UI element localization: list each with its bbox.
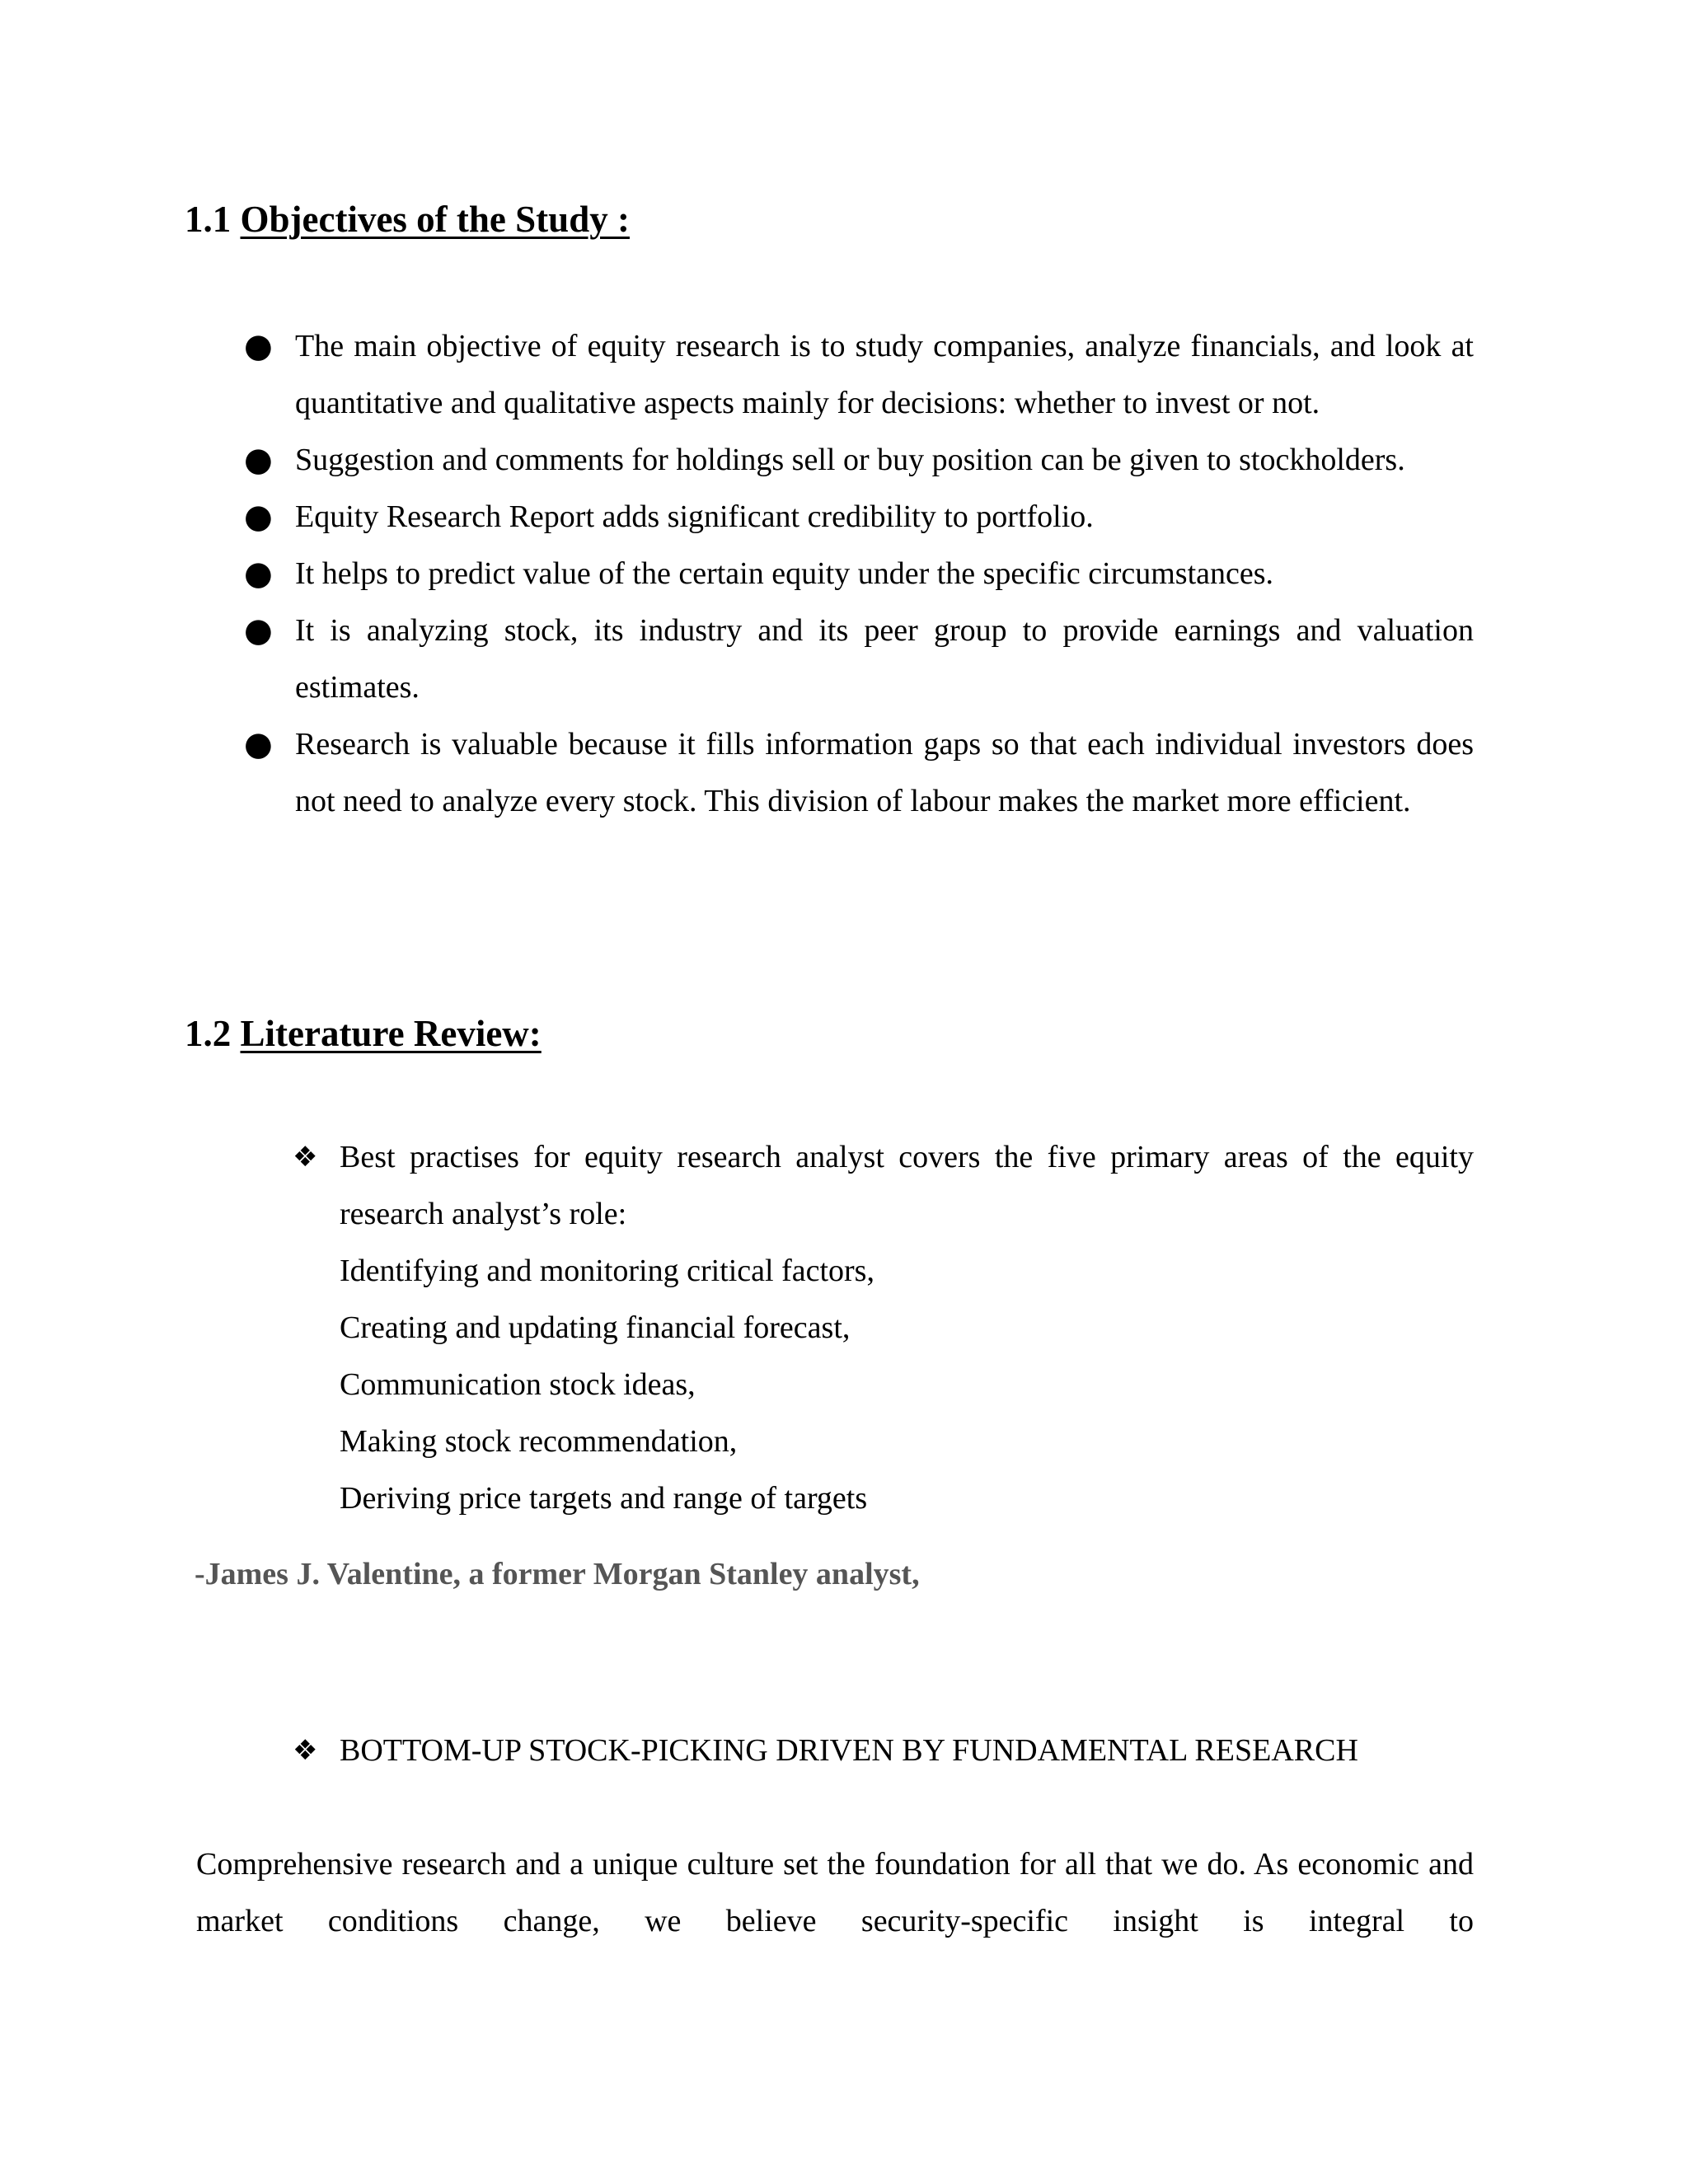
role-line: Creating and updating financial forecast, [340,1310,851,1345]
bullet-dot-icon: ● [244,441,273,479]
quote-attribution: -James J. Valentine, a former Morgan Stanley analyst, [195,1557,920,1591]
section-heading-objectives [185,201,630,238]
literature-item-text: BOTTOM-UP STOCK-PICKING DRIVEN BY FUNDAMENTAL RESEARCH [340,1733,1358,1768]
bullet-dot-icon: ● [244,498,273,536]
bullet-dot-icon: ● [244,725,273,763]
literature-item-text: Best practises for equity research analyst covers the five primary areas of the equity research analyst’s role: [340,1140,1474,1231]
list-item-text: It is analyzing stock, its industry and its peer group to provide earnings and valuation estimates. [295,613,1474,705]
list-item-text: Suggestion and comments for holdings sell or buy position can be given to stockholders. [295,443,1405,477]
list-item-text: The main objective of equity research is to study companies, analyze financials, and look at quantitative and qualitative aspects mainly for decisions: whether to invest or not. [295,329,1474,420]
role-line: Communication stock ideas, [340,1367,696,1402]
bullet-dot-icon: ● [244,612,273,649]
list-item [0,716,1688,830]
body-paragraph: Comprehensive research and a unique culture set the foundation for all that we do. As economic and market conditions change, we believe security-specific insight is integral to [196,1847,1474,1938]
list-item [0,546,1688,602]
list-item [0,602,1688,716]
list-item-text: It helps to predict value of the certain equity under the specific circumstances. [295,556,1274,591]
diamond-bullet-icon: ❖ [293,1734,318,1767]
literature-item-bottom-up [0,1722,1688,1779]
section-title: Objectives of the Study : [240,199,630,240]
list-item-text: Equity Research Report adds significant credibility to portfolio. [295,499,1094,534]
bullet-dot-icon: ● [244,555,273,593]
section-heading-literature-review [185,1015,542,1052]
role-line: Making stock recommendation, [340,1424,738,1459]
diamond-bullet-icon: ❖ [293,1141,318,1174]
list-item [0,432,1688,489]
section-number: 1.2 [185,1013,232,1054]
role-line: Identifying and monitoring critical factors, [340,1254,874,1288]
literature-item-best-practises [0,1129,1688,1527]
bullet-dot-icon: ● [244,327,273,365]
role-line: Deriving price targets and range of targets [340,1481,868,1516]
section-title: Literature Review: [240,1013,542,1054]
list-item [0,318,1688,432]
section-number: 1.1 [185,199,232,240]
list-item-text: Research is valuable because it fills information gaps so that each individual investors does not need to analyze every stock. This division of labour makes the market more efficient. [295,727,1474,818]
list-item [0,489,1688,546]
objectives-list [0,318,1688,830]
